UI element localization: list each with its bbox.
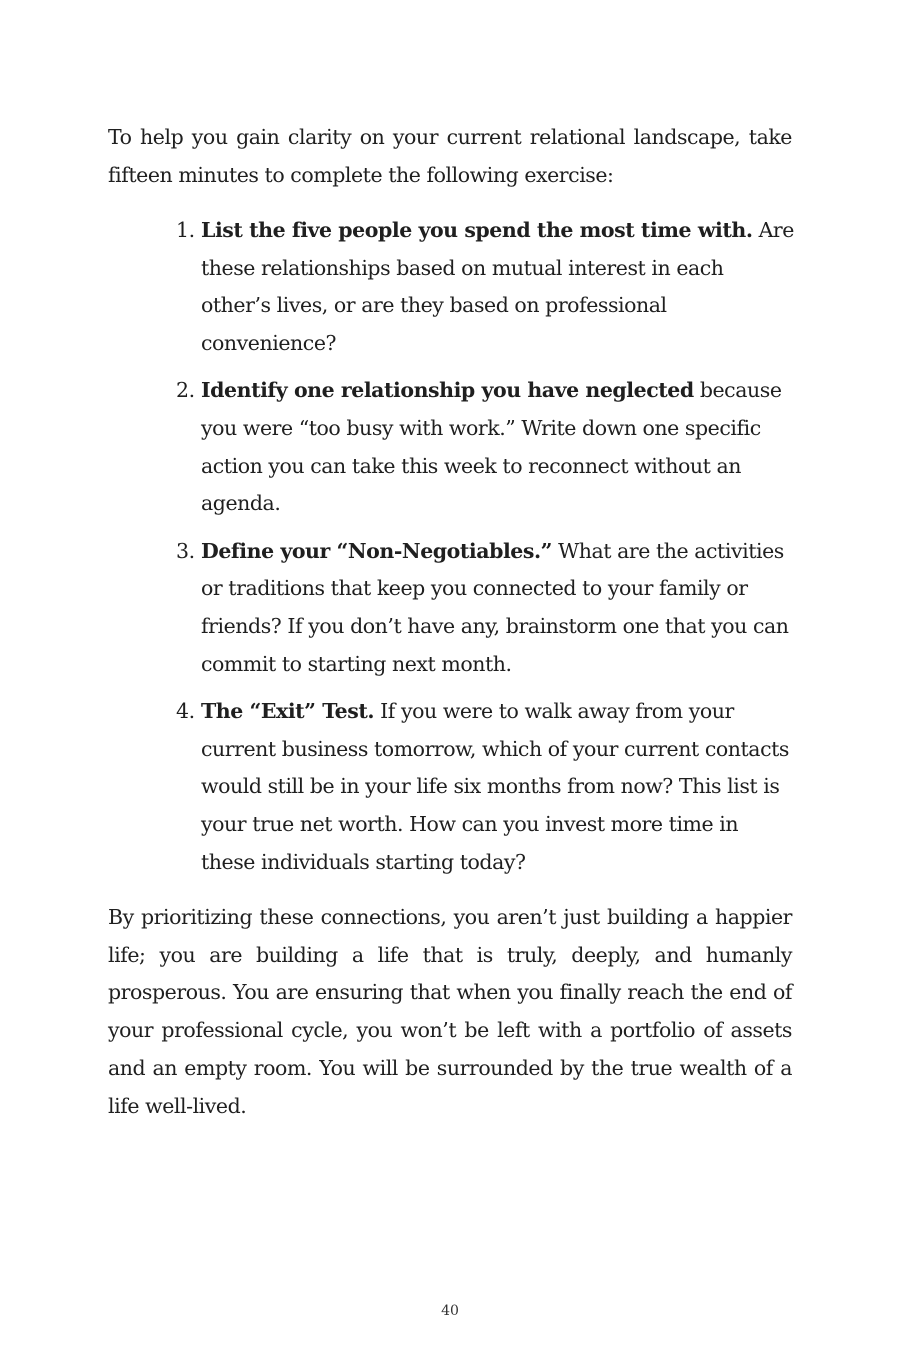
exercise-heading: Define your “Non-Negotiables.” — [201, 538, 553, 563]
exercise-item-4 — [176, 693, 796, 882]
exercise-heading: List the five people you spend the most time with. — [201, 218, 753, 242]
exercise-number: 2. — [176, 378, 195, 403]
exercise-list — [176, 212, 796, 891]
page-number: 40 — [441, 1303, 459, 1319]
exercise-number: 1. — [176, 218, 195, 242]
exercise-item-1 — [176, 212, 796, 363]
exercise-text: What are the activities or traditions that keep you connected to your family or friends? If you don’t have any, brainstorm one that you can commit to starting next month. — [201, 538, 789, 676]
exercise-text: If you were to walk away from your current business tomorrow, which of your current contacts would still be in your life six months from now? This list is your true net worth. How can you invest more time in these individuals starting today? — [201, 698, 789, 874]
closing-paragraph: By prioritizing these connections, you aren’t just building a happier life; you are building a life that is truly, deeply, and humanly prosperous. You are ensuring that when you finally reach the end of your professional cycle, you won’t be left with a portfolio of assets and an empty room. You will be surrounded by the true wealth of a life well-lived. — [108, 905, 792, 1118]
exercise-item-2 — [176, 372, 796, 523]
exercise-heading: Identify one relationship you have neglected — [201, 378, 694, 403]
exercise-number: 4. — [176, 698, 195, 723]
exercise-text: because you were “too busy with work.” Write down one specific action you can take this week to reconnect without an agenda. — [201, 378, 782, 516]
exercise-number: 3. — [176, 538, 195, 563]
exercise-text: Are these relationships based on mutual interest in each other’s lives, or are they based on professional convenience? — [201, 218, 794, 356]
exercise-heading: The “Exit” Test. — [201, 698, 375, 723]
intro-paragraph: To help you gain clarity on your current relational landscape, take fifteen minutes to complete the following exercise: — [108, 125, 792, 187]
exercise-item-3 — [176, 533, 796, 684]
